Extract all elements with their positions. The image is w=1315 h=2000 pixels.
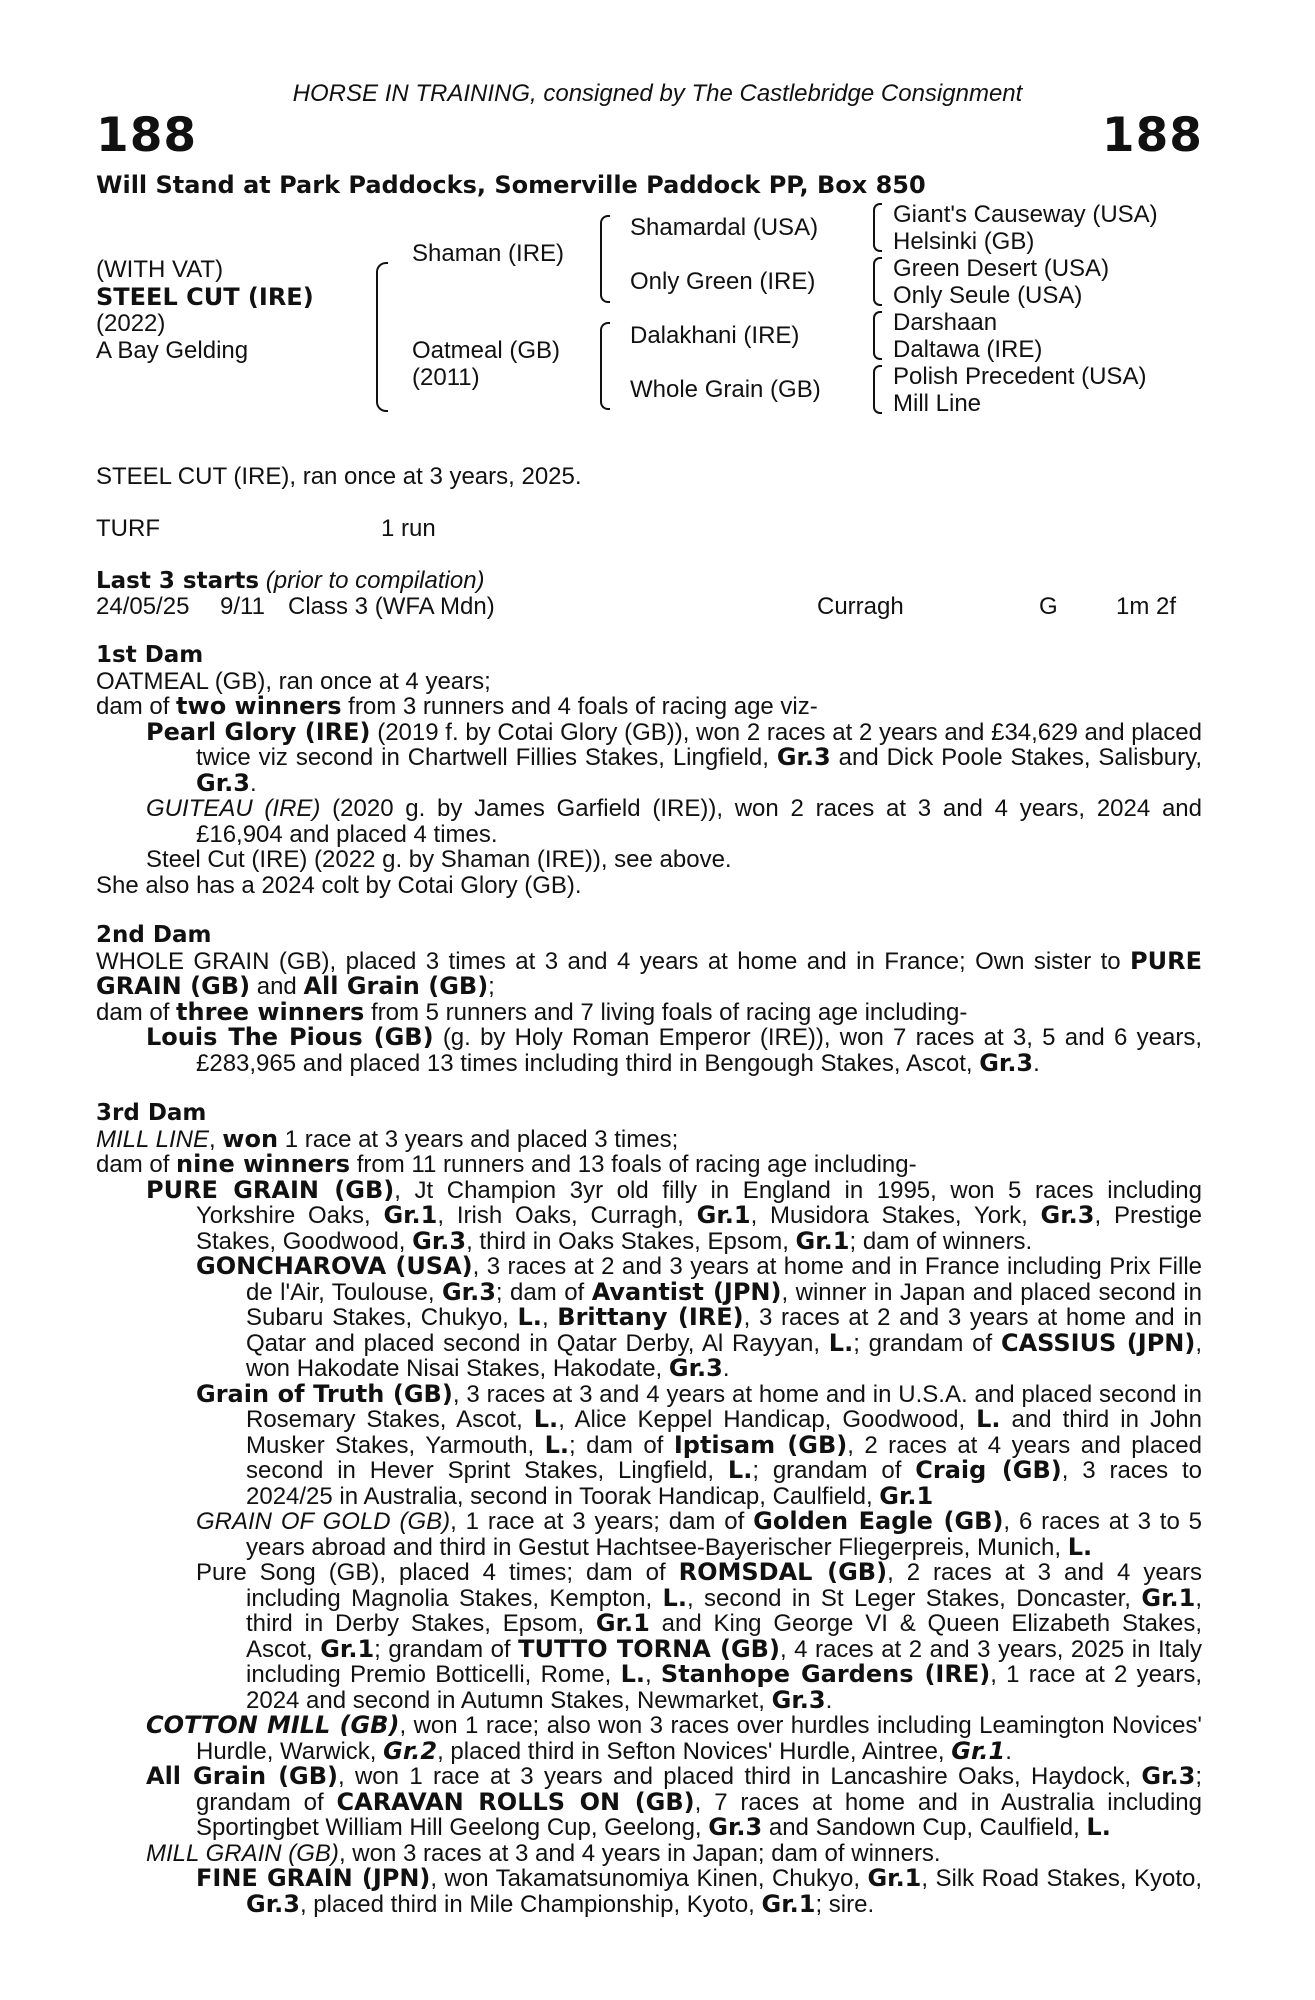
first-dam-offspring-1: Pearl Glory (IRE) (2019 f. by Cotai Glory (GB)), won 2 races at 2 years and £34,629 and placed twice viz second in Chartwell Fillies Stakes, Lingfield, Gr.3 and Dick Poole Stakes, Salisbury, Gr.3. <box>146 717 1203 797</box>
lot-number-right: 188 <box>1101 108 1203 163</box>
dam-sire-sire: Darshaan <box>893 309 998 336</box>
second-dam-line: WHOLE GRAIN (GB), placed 3 times at 3 and 4 years at home and in France; Own sister to PURE GRAIN (GB) and All Grain (GB); <box>96 946 1202 1000</box>
third-dam-heading: 3rd Dam <box>96 1100 207 1126</box>
sire-dam-sire: Green Desert (USA) <box>893 255 1110 282</box>
first-dam-heading: 1st Dam <box>96 642 204 668</box>
race-distance: 1m 2f <box>1116 593 1177 620</box>
catalogue-header: HORSE IN TRAINING, consigned by The Castlebridge Consignment <box>292 80 1023 107</box>
pedigree-brace-dd <box>873 365 882 414</box>
first-dam-note: She also has a 2024 colt by Cotai Glory (GB). <box>96 871 582 899</box>
horse-year: (2022) <box>96 310 166 337</box>
fine-grain-entry: FINE GRAIN (JPN), won Takamatsunomiya Kinen, Chukyo, Gr.1, Silk Road Stakes, Kyoto, Gr.3, placed third in Mile Championship, Kyoto, Gr.1; sire. <box>196 1864 1202 1918</box>
horse-description: A Bay Gelding <box>96 337 249 364</box>
goncharova-entry: GONCHAROVA (USA), 3 races at 2 and 3 years at home and in France including Prix Fille de l'Air, Toulouse, Gr.3; dam of Avantist (JPN), winner in Japan and placed second in Subaru Stakes, Chukyo, L., Brittany (IRE), 3 races at 2 and 3 years at home and in Qatar and placed second in Qatar Derby, Al Rayyan, L.; grandam of CASSIUS (JPN), won Hakodate Nisai Stakes, Hakodate, Gr.3. <box>196 1252 1203 1382</box>
second-dam-heading: 2nd Dam <box>96 922 212 948</box>
turf-label: TURF <box>96 515 160 542</box>
race-row <box>96 593 1216 621</box>
vat-note: (WITH VAT) <box>96 256 224 283</box>
dam-dam: Whole Grain (GB) <box>630 376 821 403</box>
sire-name: Shaman (IRE) <box>412 240 565 267</box>
third-dam-line: MILL LINE, won 1 race at 3 years and placed 3 times; <box>96 1124 679 1153</box>
grain-of-gold-entry: GRAIN OF GOLD (GB), 1 race at 3 years; dam of Golden Eagle (GB), 6 races at 3 to 5 years abroad and third in Gestut Hachtsee-Bayerischer Fliegerpreis, Munich, L. <box>196 1507 1203 1561</box>
grain-of-truth-entry: Grain of Truth (GB), 3 races at 3 and 4 years at home and in U.S.A. and placed second in Rosemary Stakes, Ascot, L., Alice Keppel Handicap, Goodwood, L. and third in John Musker Stakes, Yarmouth, L.; dam of Iptisam (GB), 2 races at 4 years and placed second in Hever Sprint Stakes, Lingfield, L.; grandam of Craig (GB), 3 races to 2024/25 in Australia, second in Toorak Handicap, Caulfield, Gr.1 <box>196 1379 1203 1510</box>
race-course: Curragh <box>817 593 904 620</box>
race-position: 9/11 <box>220 593 265 620</box>
pedigree-brace-ss <box>873 203 882 252</box>
mill-grain-entry: MILL GRAIN (GB), won 3 races at 3 and 4 years in Japan; dam of winners. <box>146 1839 941 1867</box>
second-dam-produce: dam of three winners from 5 runners and 7 living foals of racing age including- <box>96 997 968 1026</box>
pedigree-brace-dam <box>600 322 610 410</box>
pedigree-notes <box>96 643 1202 1917</box>
cotton-mill-entry: COTTON MILL (GB), won 1 race; also won 3 races over hurdles including Leamington Novices' Hurdle, Warwick, Gr.2, placed third in Sefton Novices' Hurdle, Aintree, Gr.1. <box>146 1711 1202 1765</box>
race-date: 24/05/25 <box>96 593 190 620</box>
stand-location: Will Stand at Park Paddocks, Somerville Paddock PP, Box 850 <box>96 171 926 199</box>
pedigree-brace-ds <box>873 311 882 360</box>
pure-song-entry: Pure Song (GB), placed 4 times; dam of ROMSDAL (GB), 2 races at 3 and 4 years including Magnolia Stakes, Kempton, L., second in St Leger Stakes, Doncaster, Gr.1, third in Derby Stakes, Epsom, Gr.1 and King George VI & Queen Elizabeth Stakes, Ascot, Gr.1; grandam of TUTTO TORNA (GB), 4 races at 2 and 3 years, 2025 in Italy including Premio Botticelli, Rome, L., Stanhope Gardens (IRE), 1 race at 2 years, 2024 and second in Autumn Stakes, Newmarket, Gr.3. <box>196 1558 1203 1714</box>
third-dam-produce: dam of nine winners from 11 runners and 13 foals of racing age including- <box>96 1150 917 1178</box>
pedigree-brace-sd <box>873 257 882 306</box>
sire-dam-dam: Only Seule (USA) <box>893 282 1083 309</box>
turf-runs: 1 run <box>381 515 436 542</box>
lot-number-left: 188 <box>96 108 198 163</box>
dam-sire: Dalakhani (IRE) <box>630 322 800 349</box>
first-dam-produce: dam of two winners from 3 runners and 4 foals of racing age viz- <box>96 692 818 720</box>
dam-year: (2011) <box>412 364 480 391</box>
pure-grain-entry: PURE GRAIN (GB), Jt Champion 3yr old filly in England in 1995, won 5 races including Yorkshire Oaks, Gr.1, Irish Oaks, Curragh, Gr.1, Musidora Stakes, York, Gr.3, Prestige Stakes, Goodwood, Gr.3, third in Oaks Stakes, Epsom, Gr.1; dam of winners. <box>146 1175 1202 1255</box>
sire-sire-dam: Helsinki (GB) <box>893 228 1035 255</box>
first-dam-offspring-2: GUITEAU (IRE) (2020 g. by James Garfield (IRE)), won 2 races at 3 and 4 years, 2024 and £16,904 and placed 4 times. <box>146 795 1202 848</box>
race-going: G <box>1039 593 1058 620</box>
horse-name: STEEL CUT (IRE) <box>96 283 314 311</box>
sire-sire-sire: Giant's Causeway (USA) <box>893 201 1158 228</box>
dam-name: Oatmeal (GB) <box>412 337 561 364</box>
dam-dam-dam: Mill Line <box>893 390 982 417</box>
last-starts-title: Last 3 starts <box>96 568 260 594</box>
sire-dam: Only Green (IRE) <box>630 268 816 295</box>
race-class: Class 3 (WFA Mdn) <box>288 593 495 620</box>
race-summary: STEEL CUT (IRE), ran once at 3 years, 2025. <box>96 463 582 490</box>
dam-dam-sire: Polish Precedent (USA) <box>893 363 1147 390</box>
second-dam-offspring-1: Louis The Pious (GB) (g. by Holy Roman Emperor (IRE)), won 7 races at 3, 5 and 6 years, £283,965 and placed 13 times including third in Bengough Stakes, Ascot, Gr.3. <box>146 1023 1202 1077</box>
pedigree-brace-main <box>376 262 388 412</box>
sire-sire: Shamardal (USA) <box>630 214 819 241</box>
last-starts-heading <box>96 567 485 595</box>
dam-sire-dam: Daltawa (IRE) <box>893 336 1043 363</box>
all-grain-entry: All Grain (GB), won 1 race at 3 years and placed third in Lancashire Oaks, Haydock, Gr.3; grandam of CARAVAN ROLLS ON (GB), 7 races at home and in Australia including Sportingbet William Hill Geelong Cup, Geelong, Gr.3 and Sandown Cup, Caulfield, L. <box>146 1762 1202 1841</box>
first-dam-line: OATMEAL (GB), ran once at 4 years; <box>96 667 491 695</box>
pedigree-brace-sire <box>600 215 610 303</box>
last-starts-note: (prior to compilation) <box>265 567 485 594</box>
first-dam-offspring-3: Steel Cut (IRE) (2022 g. by Shaman (IRE)), see above. <box>146 846 732 873</box>
